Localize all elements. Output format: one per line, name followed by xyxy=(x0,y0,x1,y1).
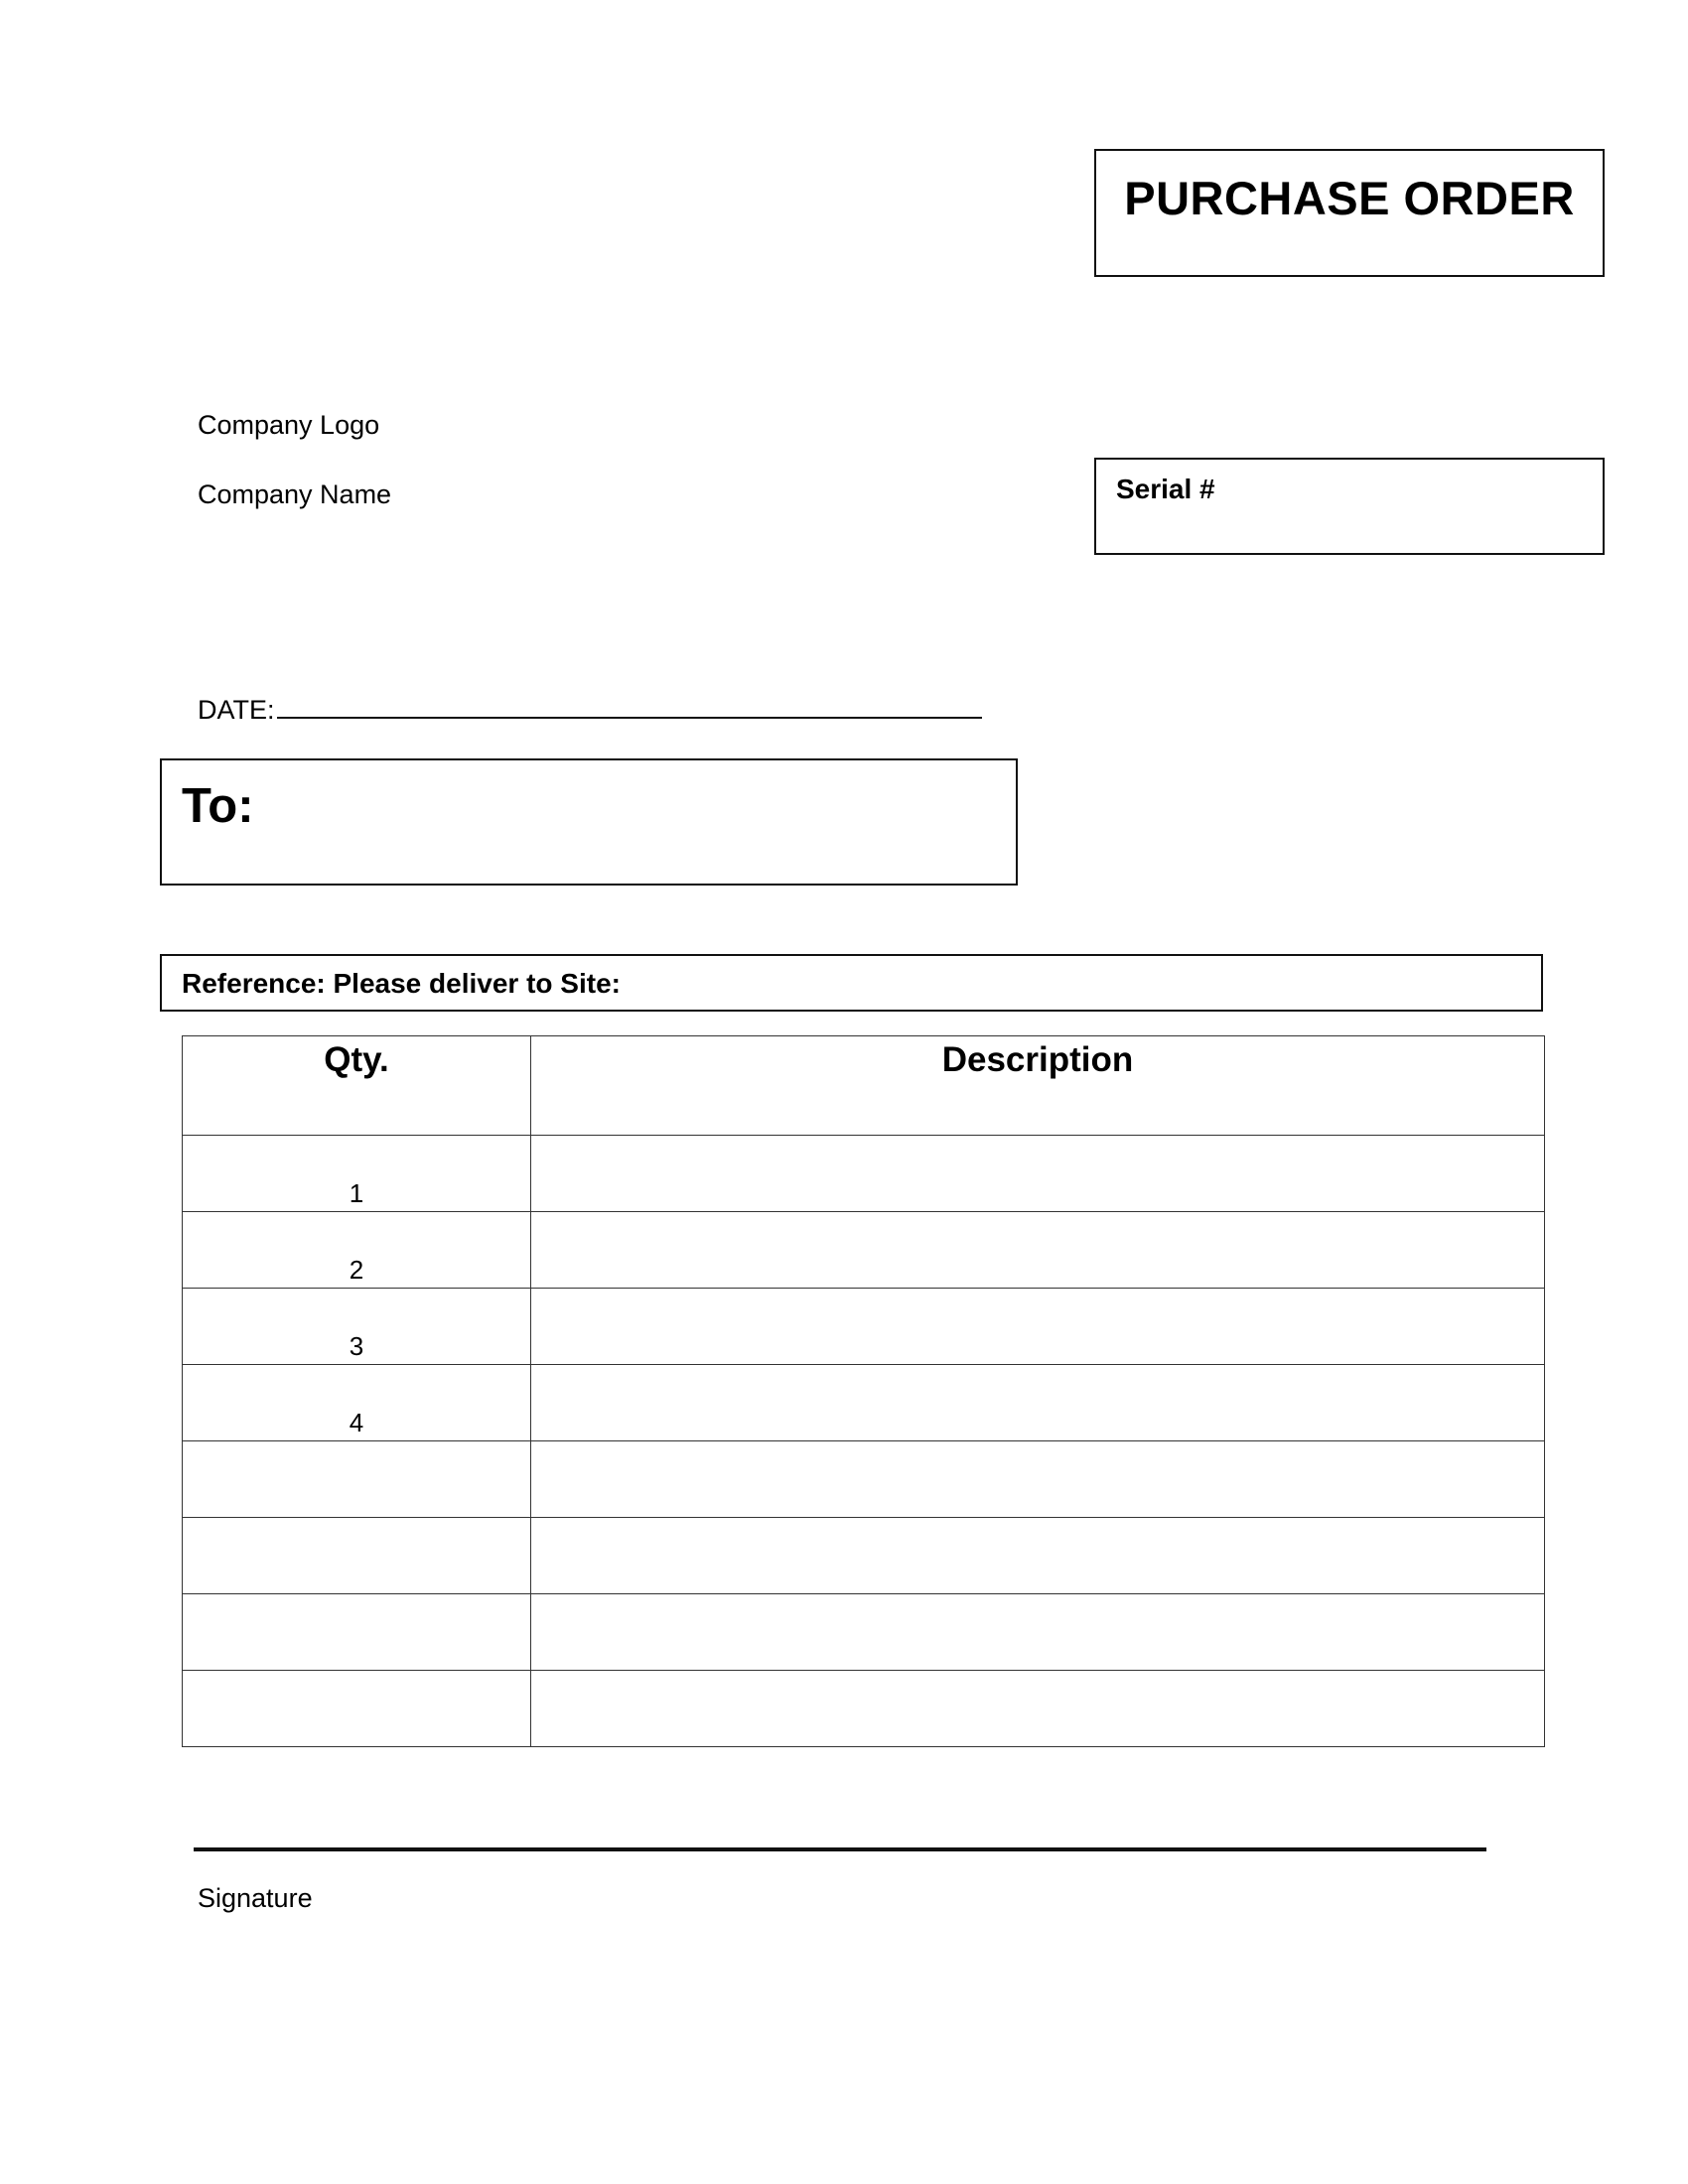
table-row xyxy=(183,1594,1545,1671)
document-title: PURCHASE ORDER xyxy=(1124,172,1575,224)
recipient-box[interactable] xyxy=(160,758,1018,886)
table-row xyxy=(183,1289,1545,1365)
company-logo-placeholder: Company Logo xyxy=(198,410,380,440)
qty-cell[interactable]: 1 xyxy=(183,1136,531,1212)
table-row xyxy=(183,1136,1545,1212)
description-cell[interactable] xyxy=(531,1212,1545,1289)
qty-cell[interactable] xyxy=(183,1671,531,1747)
date-input-line[interactable] xyxy=(277,689,982,719)
description-cell[interactable] xyxy=(531,1289,1545,1365)
table-row xyxy=(183,1212,1545,1289)
table-row xyxy=(183,1518,1545,1594)
company-name-placeholder: Company Name xyxy=(198,479,392,509)
table-row xyxy=(183,1441,1545,1518)
items-table xyxy=(182,1035,1545,1747)
title-box xyxy=(1094,149,1605,277)
signature-label: Signature xyxy=(198,1883,313,1913)
date-label: DATE: xyxy=(198,695,275,725)
qty-cell[interactable]: 3 xyxy=(183,1289,531,1365)
description-cell[interactable] xyxy=(531,1441,1545,1518)
description-cell[interactable] xyxy=(531,1136,1545,1212)
reference-label: Reference: Please deliver to Site: xyxy=(182,968,621,999)
date-field[interactable] xyxy=(198,689,982,726)
qty-cell[interactable]: 4 xyxy=(183,1365,531,1441)
table-row xyxy=(183,1365,1545,1441)
signature-line[interactable] xyxy=(194,1847,1486,1851)
qty-cell[interactable] xyxy=(183,1441,531,1518)
qty-cell[interactable] xyxy=(183,1594,531,1671)
description-cell[interactable] xyxy=(531,1518,1545,1594)
reference-box[interactable] xyxy=(160,954,1543,1012)
recipient-label: To: xyxy=(182,779,254,833)
description-cell[interactable] xyxy=(531,1671,1545,1747)
description-cell[interactable] xyxy=(531,1365,1545,1441)
table-header-row xyxy=(183,1036,1545,1136)
qty-cell[interactable] xyxy=(183,1518,531,1594)
description-cell[interactable] xyxy=(531,1594,1545,1671)
description-column-header: Description xyxy=(531,1036,1545,1136)
table-row xyxy=(183,1671,1545,1747)
serial-number-label: Serial # xyxy=(1116,474,1215,504)
qty-cell[interactable]: 2 xyxy=(183,1212,531,1289)
serial-number-box[interactable] xyxy=(1094,458,1605,555)
qty-column-header: Qty. xyxy=(183,1036,531,1136)
